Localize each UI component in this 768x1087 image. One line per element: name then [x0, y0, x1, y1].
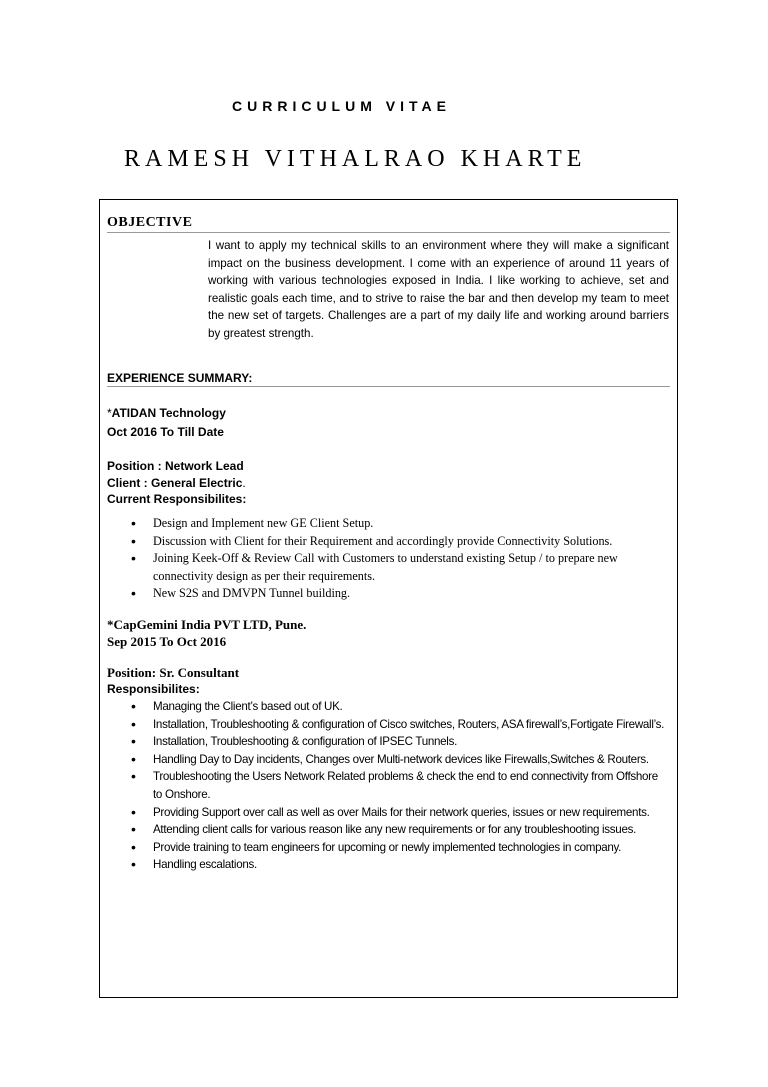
job1-client: Client : General Electric [107, 476, 243, 490]
job1-asterisk: * [107, 406, 112, 420]
list-item: • New S2S and DMVPN Tunnel building. [107, 585, 673, 603]
job2-responsibilities-title: Responsibilites: [107, 682, 200, 696]
job2-dates: Sep 2015 To Oct 2016 [107, 634, 227, 649]
list-item: • Joining Keek-Off & Review Call with Customers to understand existing Setup / to prepare new connectivity design as per their requirements. [107, 550, 673, 585]
list-item: • Installation, Troubleshooting & configuration of Cisco switches, Routers, ASA firewall’s,Fortigate Firewall’s. [107, 716, 667, 734]
list-item: • Providing Support over call as well as over Mails for their network queries, issues or new requirements. [107, 804, 667, 822]
experience-summary-heading: EXPERIENCE SUMMARY: [107, 371, 670, 387]
document-title: CURRICULUM VITAE [232, 98, 451, 114]
list-item: • Attending client calls for various reason like any new requirements or for any troubleshooting issues. [107, 821, 667, 839]
job1-client-suffix: . [242, 476, 246, 490]
list-item: • Provide training to team engineers for upcoming or newly implemented technologies in company. [107, 839, 667, 857]
candidate-name: RAMESH VITHALRAO KHARTE [124, 146, 587, 172]
job1-client-line [107, 475, 246, 492]
job1-dates: Oct 2016 To Till Date [107, 425, 224, 439]
list-item: • Design and Implement new GE Client Setup. [107, 515, 673, 533]
list-item: • Troubleshooting the Users Network Related problems & check the end to end connectivity from Offshore to Onshore. [107, 768, 667, 803]
list-item: • Handling Day to Day incidents, Changes over Multi-network devices like Firewalls,Switches & Routers. [107, 751, 667, 769]
job1-position: Position : Network Lead [107, 459, 244, 473]
list-item: • Discussion with Client for their Requirement and accordingly provide Connectivity Solutions. [107, 533, 673, 551]
list-item: • Installation, Troubleshooting & configuration of IPSEC Tunnels. [107, 733, 667, 751]
job2-responsibilities-list [107, 698, 667, 874]
list-item: • Handling escalations. [107, 856, 667, 874]
job1-company: ATIDAN Technology [111, 406, 226, 420]
job1-responsibilities-title: Current Responsibilites: [107, 492, 247, 506]
job1-company-line [107, 405, 226, 422]
job1-responsibilities-list [107, 515, 673, 603]
list-item: • Managing the Client’s based out of UK. [107, 698, 667, 716]
objective-heading: OBJECTIVE [107, 215, 670, 233]
objective-paragraph: I want to apply my technical skills to an environment where they will make a significant impact on the business development. I come with an experience of around 11 years of working with various technologies exposed in India. I like working to achieve, set and realistic goals each time, and to strive to raise the bar and then develop my team to meet the new set of targets. Challenges are a part of my daily life and working around barriers by greatest strength. [208, 239, 669, 340]
job2-position: Position: Sr. Consultant [107, 665, 240, 680]
job2-company: *CapGemini India PVT LTD, Pune. [107, 617, 307, 632]
